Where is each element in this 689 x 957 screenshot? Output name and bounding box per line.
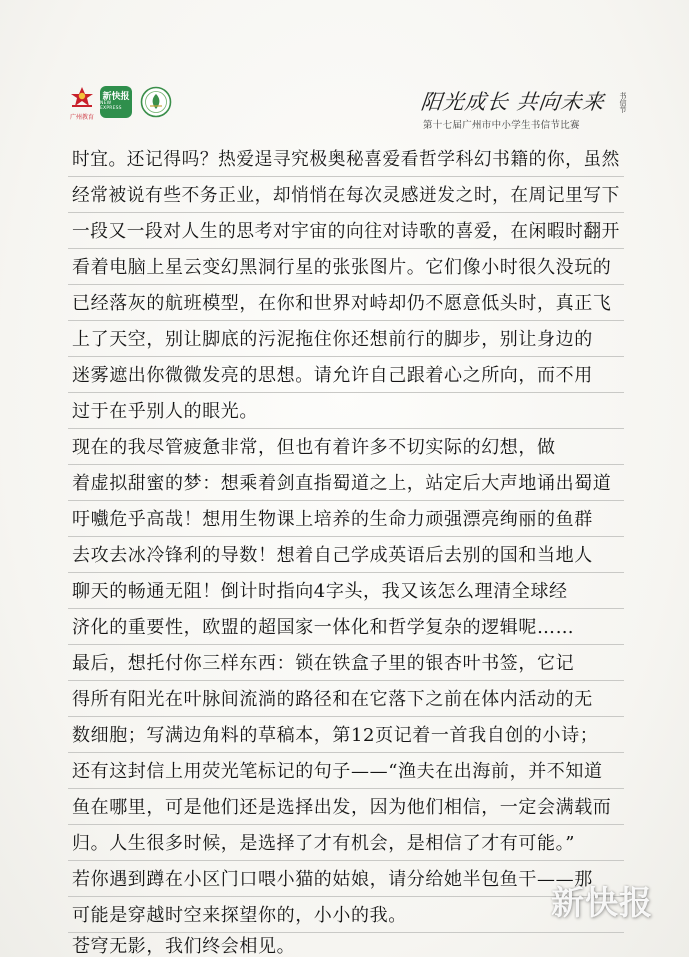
ruled-line: [68, 752, 624, 753]
ruled-line: [68, 824, 624, 825]
ruled-line: [68, 284, 624, 285]
letter-line: 若你遇到蹲在小区门口喂小猫的姑娘，请分给她半包鱼干——那: [72, 869, 593, 890]
ruled-line: [68, 320, 624, 321]
ruled-line: [68, 932, 624, 933]
ruled-line: [68, 248, 624, 249]
ruled-line: [68, 788, 624, 789]
ruled-line: [68, 608, 624, 609]
letter-line: 得所有阳光在叶脉间流淌的路径和在它落下之前在体内活动的无: [72, 689, 593, 710]
ruled-line: [68, 716, 624, 717]
letter-line: 归。人生很多时候，是选择了才有机会，是相信了才有可能。”: [72, 833, 575, 854]
letter-line: 还有这封信上用荧光笔标记的句子——“渔夫在出海前，并不知道: [72, 761, 603, 782]
letter-line: 现在的我尽管疲惫非常，但也有着许多不切实际的幻想，做: [72, 437, 556, 458]
letter-line: 迷雾遮出你微微发亮的思想。请允许自己跟着心之所向，而不用: [72, 365, 593, 386]
ruled-line: [68, 176, 624, 177]
handwritten-letter: [68, 0, 624, 957]
ruled-line: [68, 680, 624, 681]
slogan-calligraphy: 阳光成长 共向未来: [419, 90, 606, 114]
letter-line: 聊天的畅通无阻！倒计时指向4字头，我又该怎么理清全球经: [72, 581, 568, 602]
letter-line: 上了天空，别让脚底的污泥拖住你还想前行的脚步，别让身边的: [72, 329, 593, 350]
ruled-line: [68, 428, 624, 429]
ruled-line: [68, 356, 624, 357]
ruled-line: [68, 644, 624, 645]
ruled-line: [68, 536, 624, 537]
letter-line: 济化的重要性，欧盟的超国家一体化和哲学复杂的逻辑呢……: [72, 617, 575, 638]
ruled-line: [68, 896, 624, 897]
ruled-line: [68, 392, 624, 393]
letter-line: 一段又一段对人生的思考对宇宙的向往对诗歌的喜爱，在闲暇时翻开: [72, 221, 620, 242]
contest-title: 第十七届广州市中小学生书信节比赛: [423, 120, 580, 131]
letter-line: 着虚拟甜蜜的梦：想乘着剑直指蜀道之上，站定后大声地诵出蜀道: [72, 473, 612, 494]
letter-line: 鱼在哪里，可是他们还是选择出发，因为他们相信，一定会满载而: [72, 797, 612, 818]
ruled-line: [68, 464, 624, 465]
letter-line: 可能是穿越时空来探望你的，小小的我。: [72, 905, 407, 926]
ruled-line: [68, 500, 624, 501]
ruled-line: [68, 212, 624, 213]
letter-line: 去攻去冰冷锋利的导数！想着自己学成英语后去别的国和当地人: [72, 545, 593, 566]
signature-seal: 书信节: [619, 91, 627, 113]
letter-line: 苍穹无影，我们终会相见。: [72, 936, 296, 957]
letter-line: 吁嚱危乎高哉！想用生物课上培养的生命力顽强漂亮绚丽的鱼群: [72, 509, 593, 530]
new-express-watermark: 新快报: [551, 883, 653, 922]
new-express-sub: NEW EXPRESS: [100, 101, 122, 111]
letter-line: 已经落灰的航班模型，在你和世界对峙却仍不愿意低头时，真正飞: [72, 293, 612, 314]
gz-education-caption: 广州教育: [69, 114, 94, 121]
ruled-line: [68, 860, 624, 861]
letter-line: 最后，想托付你三样东西：锁在铁盒子里的银杏叶书签，它记: [72, 653, 575, 674]
letter-line: 过于在乎别人的眼光。: [72, 401, 258, 422]
letter-line: 看着电脑上星云变幻黑洞行星的张张图片。它们像小时很久没玩的: [72, 257, 612, 278]
letter-line: 数细胞；写满边角料的草稿本，第12页记着一首我自创的小诗；: [72, 725, 599, 746]
new-express-name: 新快报: [102, 91, 130, 102]
letter-line: 经常被说有些不务正业，却悄悄在每次灵感迸发之时，在周记里写下: [72, 185, 620, 206]
letter-line: 时宜。还记得吗？热爱逞寻究极奥秘喜爱看哲学科幻书籍的你，虽然: [72, 149, 620, 170]
ruled-line: [68, 572, 624, 573]
